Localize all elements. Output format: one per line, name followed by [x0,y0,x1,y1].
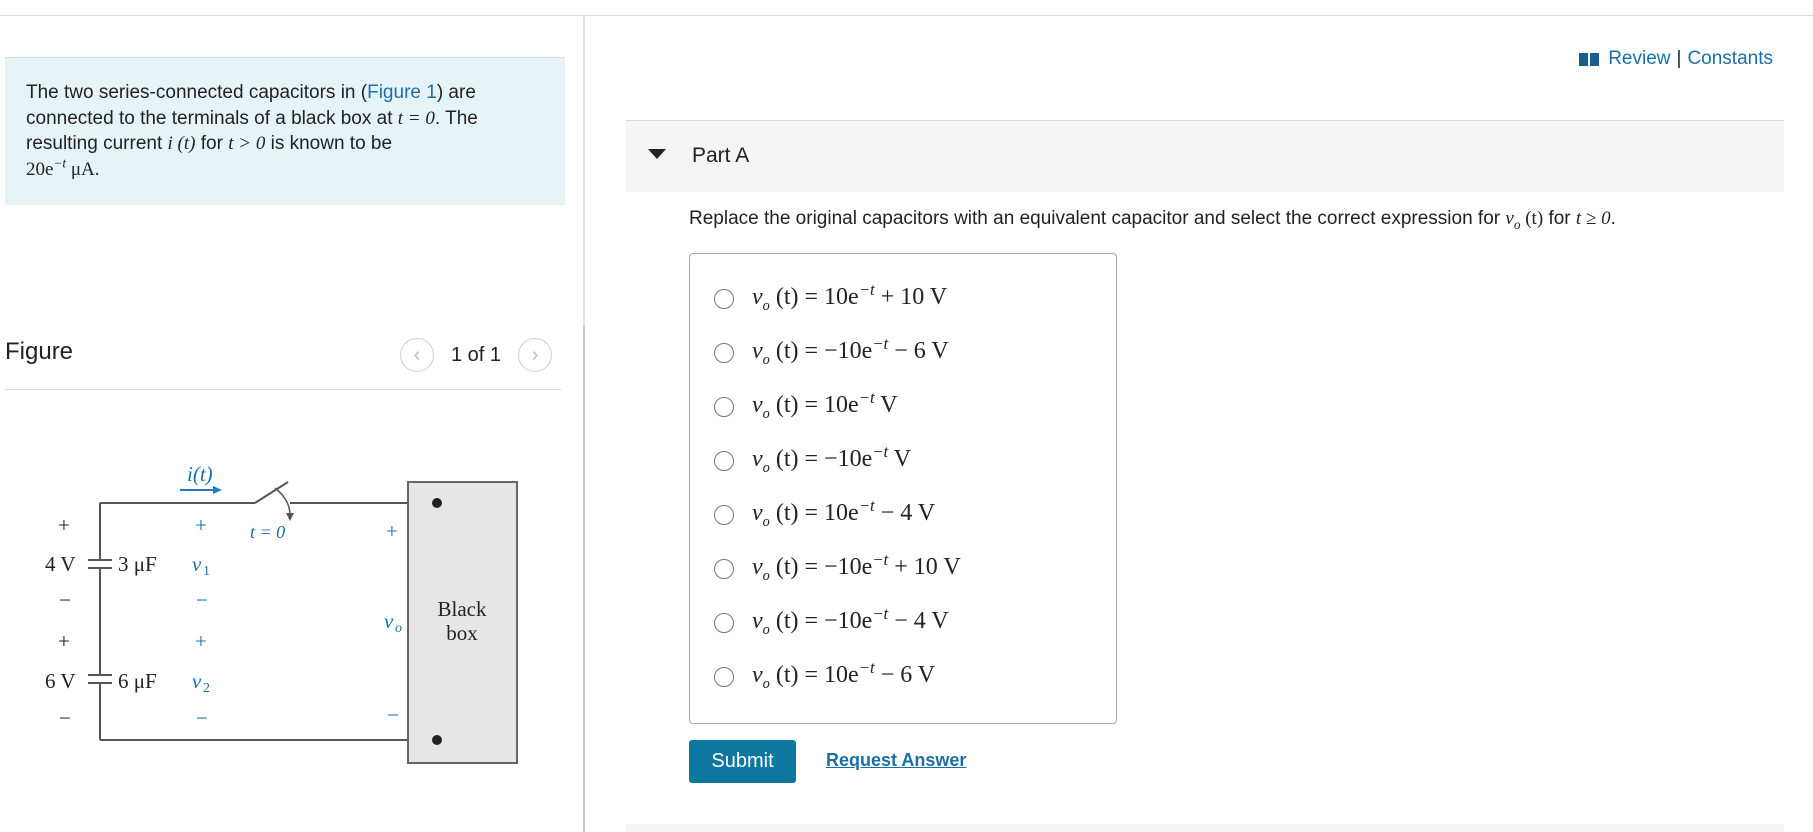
question-text-part: for [1543,208,1576,229]
radio-button[interactable] [714,343,734,363]
option-tail: + 10 V [888,553,961,580]
option-subscript: o [762,351,770,368]
expr-exponent: −t [53,155,67,171]
label-v1-minus: − [196,588,208,612]
part-title: Part A [692,144,750,167]
question-condition: t ≥ 0 [1575,208,1611,229]
current-arrowhead [213,486,222,494]
label-plus: + [58,513,70,537]
switch-blade [255,482,288,503]
option-expression [752,333,949,369]
question-text [689,208,1616,233]
radio-button[interactable] [714,505,734,525]
intro-text: . The resulting current [26,107,478,154]
option-subscript: o [762,513,770,530]
intro-text: for [195,133,229,154]
radio-button[interactable] [714,613,734,633]
option-exponent: −t [858,279,875,299]
label-plus: + [58,629,70,653]
option-lhs: v [752,499,763,526]
review-constants-links [1578,48,1773,70]
chevron-left-icon[interactable]: ‹ [400,338,434,372]
option-lhs: v [752,661,763,688]
figure-title: Figure [5,338,74,365]
answer-option[interactable] [714,657,936,694]
figure-link[interactable]: Figure 1 [367,82,437,103]
column-divider-scroll[interactable] [583,325,585,832]
option-expression [752,441,912,477]
answer-option[interactable] [714,495,936,532]
option-exponent: −t [858,657,875,677]
label-c2-capacitance: 6 μF [118,669,157,693]
label-c2-voltage: 6 V [45,669,76,693]
terminal-bottom [432,735,442,745]
chevron-right-icon[interactable]: › [518,338,552,372]
option-lhs: v [752,337,763,364]
option-expression [752,279,948,315]
math-condition: t > 0 [228,133,266,154]
label-v2: v [192,669,202,693]
radio-button[interactable] [714,667,734,687]
label-current: i(t) [187,462,213,486]
math-current: i (t) [167,133,196,154]
option-body: (t) = 10e [769,391,859,418]
option-tail: + 10 V [874,283,948,310]
link-separator: | [1676,48,1682,69]
answer-options [689,253,1117,724]
radio-button[interactable] [714,559,734,579]
terminal-top [432,498,442,508]
review-link[interactable]: Review [1608,48,1671,69]
label-v2-subscript: 2 [203,681,210,696]
answer-option[interactable] [714,549,961,586]
radio-button[interactable] [714,289,734,309]
figure-divider [5,389,561,390]
option-expression [752,387,898,423]
black-box-label: box [446,621,478,645]
option-subscript: o [762,297,770,314]
request-answer-link[interactable]: Request Answer [826,750,967,770]
option-subscript: o [762,405,770,422]
label-minus: − [59,588,71,612]
option-tail: − 4 V [888,607,949,634]
answer-option[interactable] [714,441,912,478]
option-exponent: −t [872,441,889,461]
option-expression [752,495,936,531]
math-t0: t = 0 [397,107,435,129]
option-tail: − 4 V [874,499,936,526]
label-v1-subscript: 1 [203,564,210,579]
figure-counter: 1 of 1 [451,343,502,366]
next-section-strip [626,824,1784,832]
option-tail: − 6 V [888,337,949,364]
option-exponent: −t [858,387,875,407]
option-lhs: v [752,607,763,634]
option-expression [752,549,961,585]
answer-option[interactable] [714,279,948,316]
question-text-part: . [1610,208,1616,229]
option-lhs: v [752,553,763,580]
option-lhs: v [752,445,763,472]
option-exponent: −t [858,495,875,515]
book-icon [1578,51,1600,67]
radio-button[interactable] [714,451,734,471]
caret-down-icon[interactable] [648,149,666,159]
option-tail: V [874,391,898,418]
option-body: (t) = 10e [769,661,859,688]
option-exponent: −t [872,603,889,623]
answer-option[interactable] [714,603,949,640]
label-v2-minus: − [196,706,208,730]
option-expression [752,657,936,693]
submit-button[interactable]: Submit [689,740,796,783]
label-minus: − [59,706,71,730]
label-v1: v [192,552,202,576]
label-v1-plus: + [195,513,207,537]
label-vo-plus: + [386,519,398,543]
expr-unit: μA. [66,158,100,180]
label-c1-voltage: 4 V [45,552,76,576]
label-vo: v [384,609,394,633]
question-var-subscript: o [1513,216,1521,232]
switch-arrow [275,488,290,515]
question-text-part: Replace the original capacitors with an equivalent capacitor and select the correct expression for [689,208,1506,229]
black-box-label: Black [437,597,487,621]
expr-base: 20e [26,158,54,180]
label-c1-capacitance: 3 μF [118,552,157,576]
problem-intro [5,57,565,205]
constants-link[interactable]: Constants [1687,48,1773,69]
answer-option[interactable] [714,333,949,370]
question-var: v [1505,208,1514,229]
answer-option[interactable] [714,387,898,424]
option-expression [752,603,949,639]
option-subscript: o [762,459,770,476]
option-subscript: o [762,675,770,692]
option-lhs: v [752,283,763,310]
option-lhs: v [752,391,763,418]
label-switch-time: t = 0 [250,522,286,542]
option-body: (t) = −10e [769,553,873,580]
current-expression [26,155,100,180]
label-v2-plus: + [195,629,207,653]
option-exponent: −t [872,549,889,569]
intro-text: is known to be [265,133,393,154]
option-exponent: −t [872,333,889,353]
label-vo-minus: − [387,703,399,727]
top-divider [0,15,1813,16]
figure-pager [400,338,552,372]
intro-text: ) are connected to the terminals of a black box at [26,82,476,129]
part-a-header[interactable] [626,120,1784,192]
option-tail: − 6 V [874,661,936,688]
question-var-arg: (t) [1520,208,1544,229]
option-body: (t) = −10e [769,607,873,634]
radio-button[interactable] [714,397,734,417]
label-vo-subscript: o [395,621,402,636]
option-body: (t) = 10e [769,499,859,526]
option-body: (t) = −10e [769,445,873,472]
circuit-diagram [0,455,540,775]
option-tail: V [888,445,912,472]
option-body: (t) = 10e [769,283,859,310]
switch-arrowhead [286,513,294,521]
intro-text: The two series-connected capacitors in ( [26,82,368,103]
option-body: (t) = −10e [769,337,873,364]
option-subscript: o [762,567,770,584]
option-subscript: o [762,621,770,638]
